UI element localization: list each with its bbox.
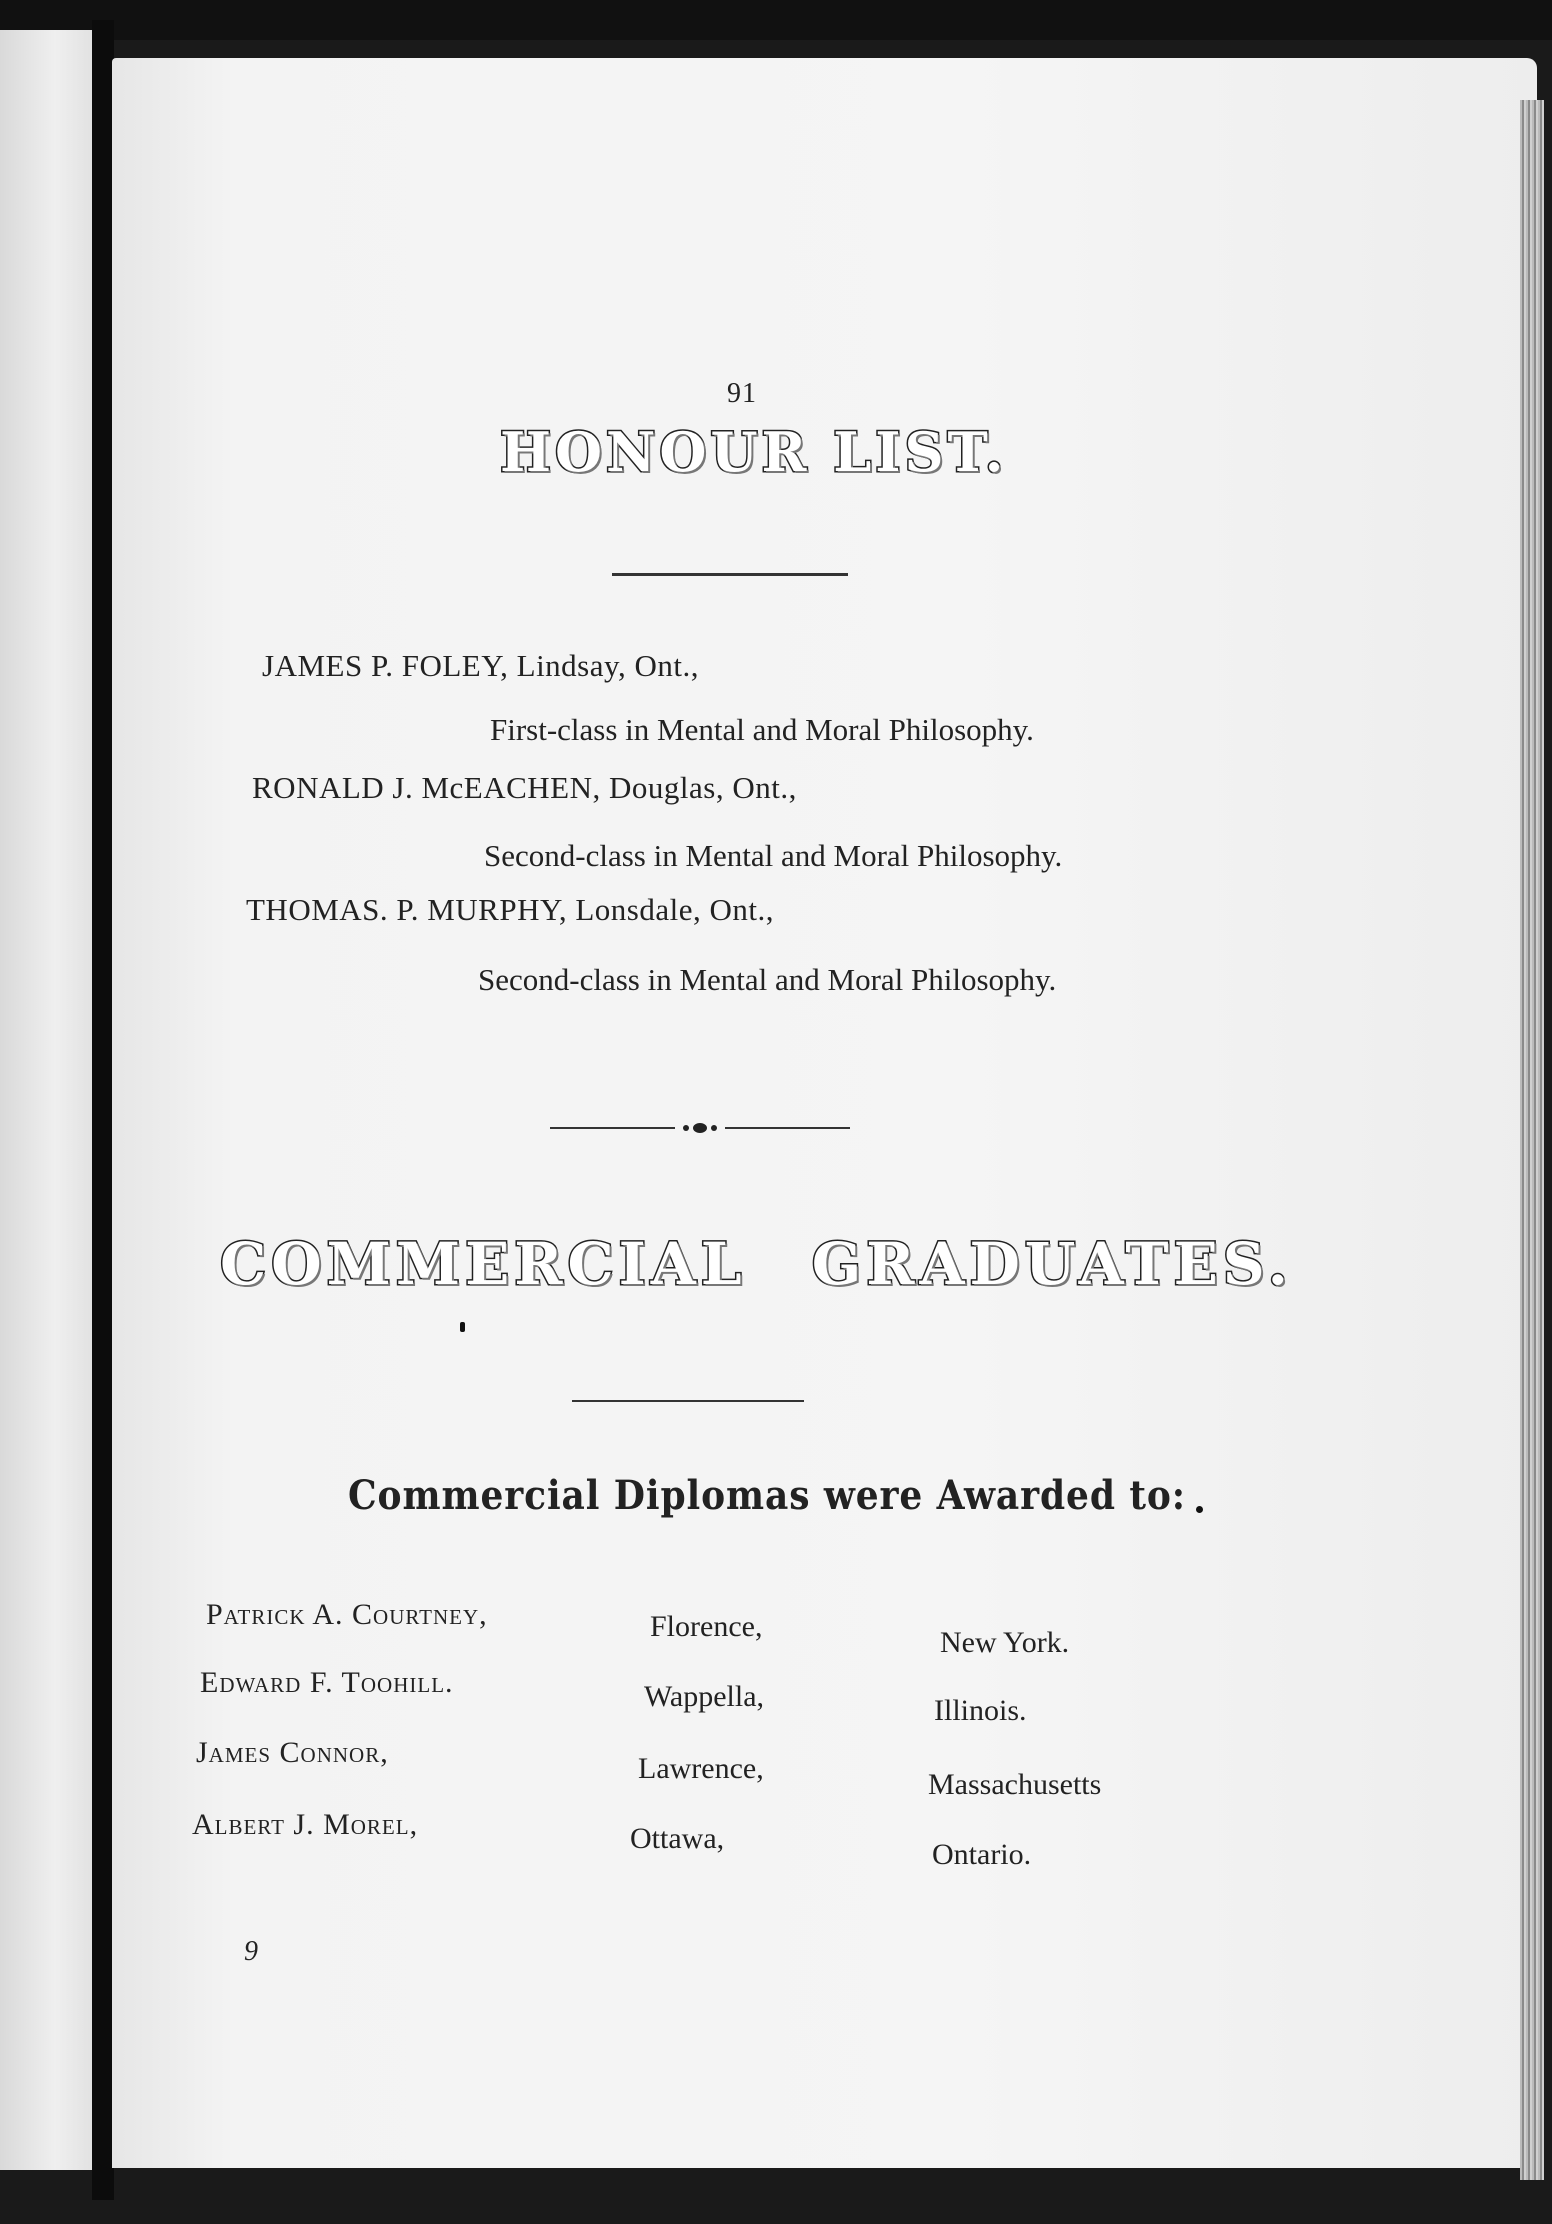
grad-name: Edward F. Toohill.	[200, 1666, 454, 1699]
honour-distinction-2: Second-class in Mental and Moral Philosophy.	[484, 838, 1063, 873]
page-number: 91	[727, 378, 757, 409]
honour-name-3: THOMAS. P. MURPHY, Lonsdale, Ont.,	[246, 892, 774, 927]
honour-distinction-1: First-class in Mental and Moral Philosophy.	[490, 712, 1034, 747]
grad-state: Massachusetts	[928, 1768, 1102, 1801]
book-gutter	[92, 20, 114, 2200]
grad-name: James Connor,	[196, 1736, 389, 1769]
scan-speck	[460, 1322, 465, 1332]
section-rule	[572, 1400, 804, 1402]
grad-state: Illinois.	[934, 1694, 1027, 1727]
honour-list-title: HONOUR LIST.	[500, 420, 1008, 484]
ornament-divider	[550, 1118, 850, 1138]
honour-distinction-3: Second-class in Mental and Moral Philosophy.	[478, 962, 1057, 997]
grad-name: Albert J. Morel,	[192, 1808, 419, 1841]
grad-town: Wappella,	[644, 1680, 765, 1713]
scan-top-border	[0, 0, 1552, 40]
title-rule	[612, 573, 848, 576]
scan-speck	[1196, 1506, 1203, 1513]
page-edges	[1520, 100, 1544, 2180]
grad-town: Lawrence,	[638, 1752, 764, 1785]
commercial-graduates-title: COMMERCIAL GRADUATES.	[220, 1230, 1293, 1298]
grad-name: Patrick A. Courtney,	[206, 1598, 488, 1631]
honour-name-2: RONALD J. McEACHEN, Douglas, Ont.,	[252, 770, 797, 805]
grad-state: New York.	[940, 1626, 1070, 1659]
signature-mark: 9	[244, 1936, 258, 1967]
diplomas-subheading: Commercial Diplomas were Awarded to:	[348, 1472, 1186, 1519]
grad-town: Florence,	[650, 1610, 763, 1643]
honour-name-1: JAMES P. FOLEY, Lindsay, Ont.,	[262, 648, 699, 683]
facing-page-edge	[0, 30, 92, 2170]
book-page	[112, 58, 1537, 2168]
grad-state: Ontario.	[932, 1838, 1032, 1871]
grad-town: Ottawa,	[630, 1822, 725, 1855]
